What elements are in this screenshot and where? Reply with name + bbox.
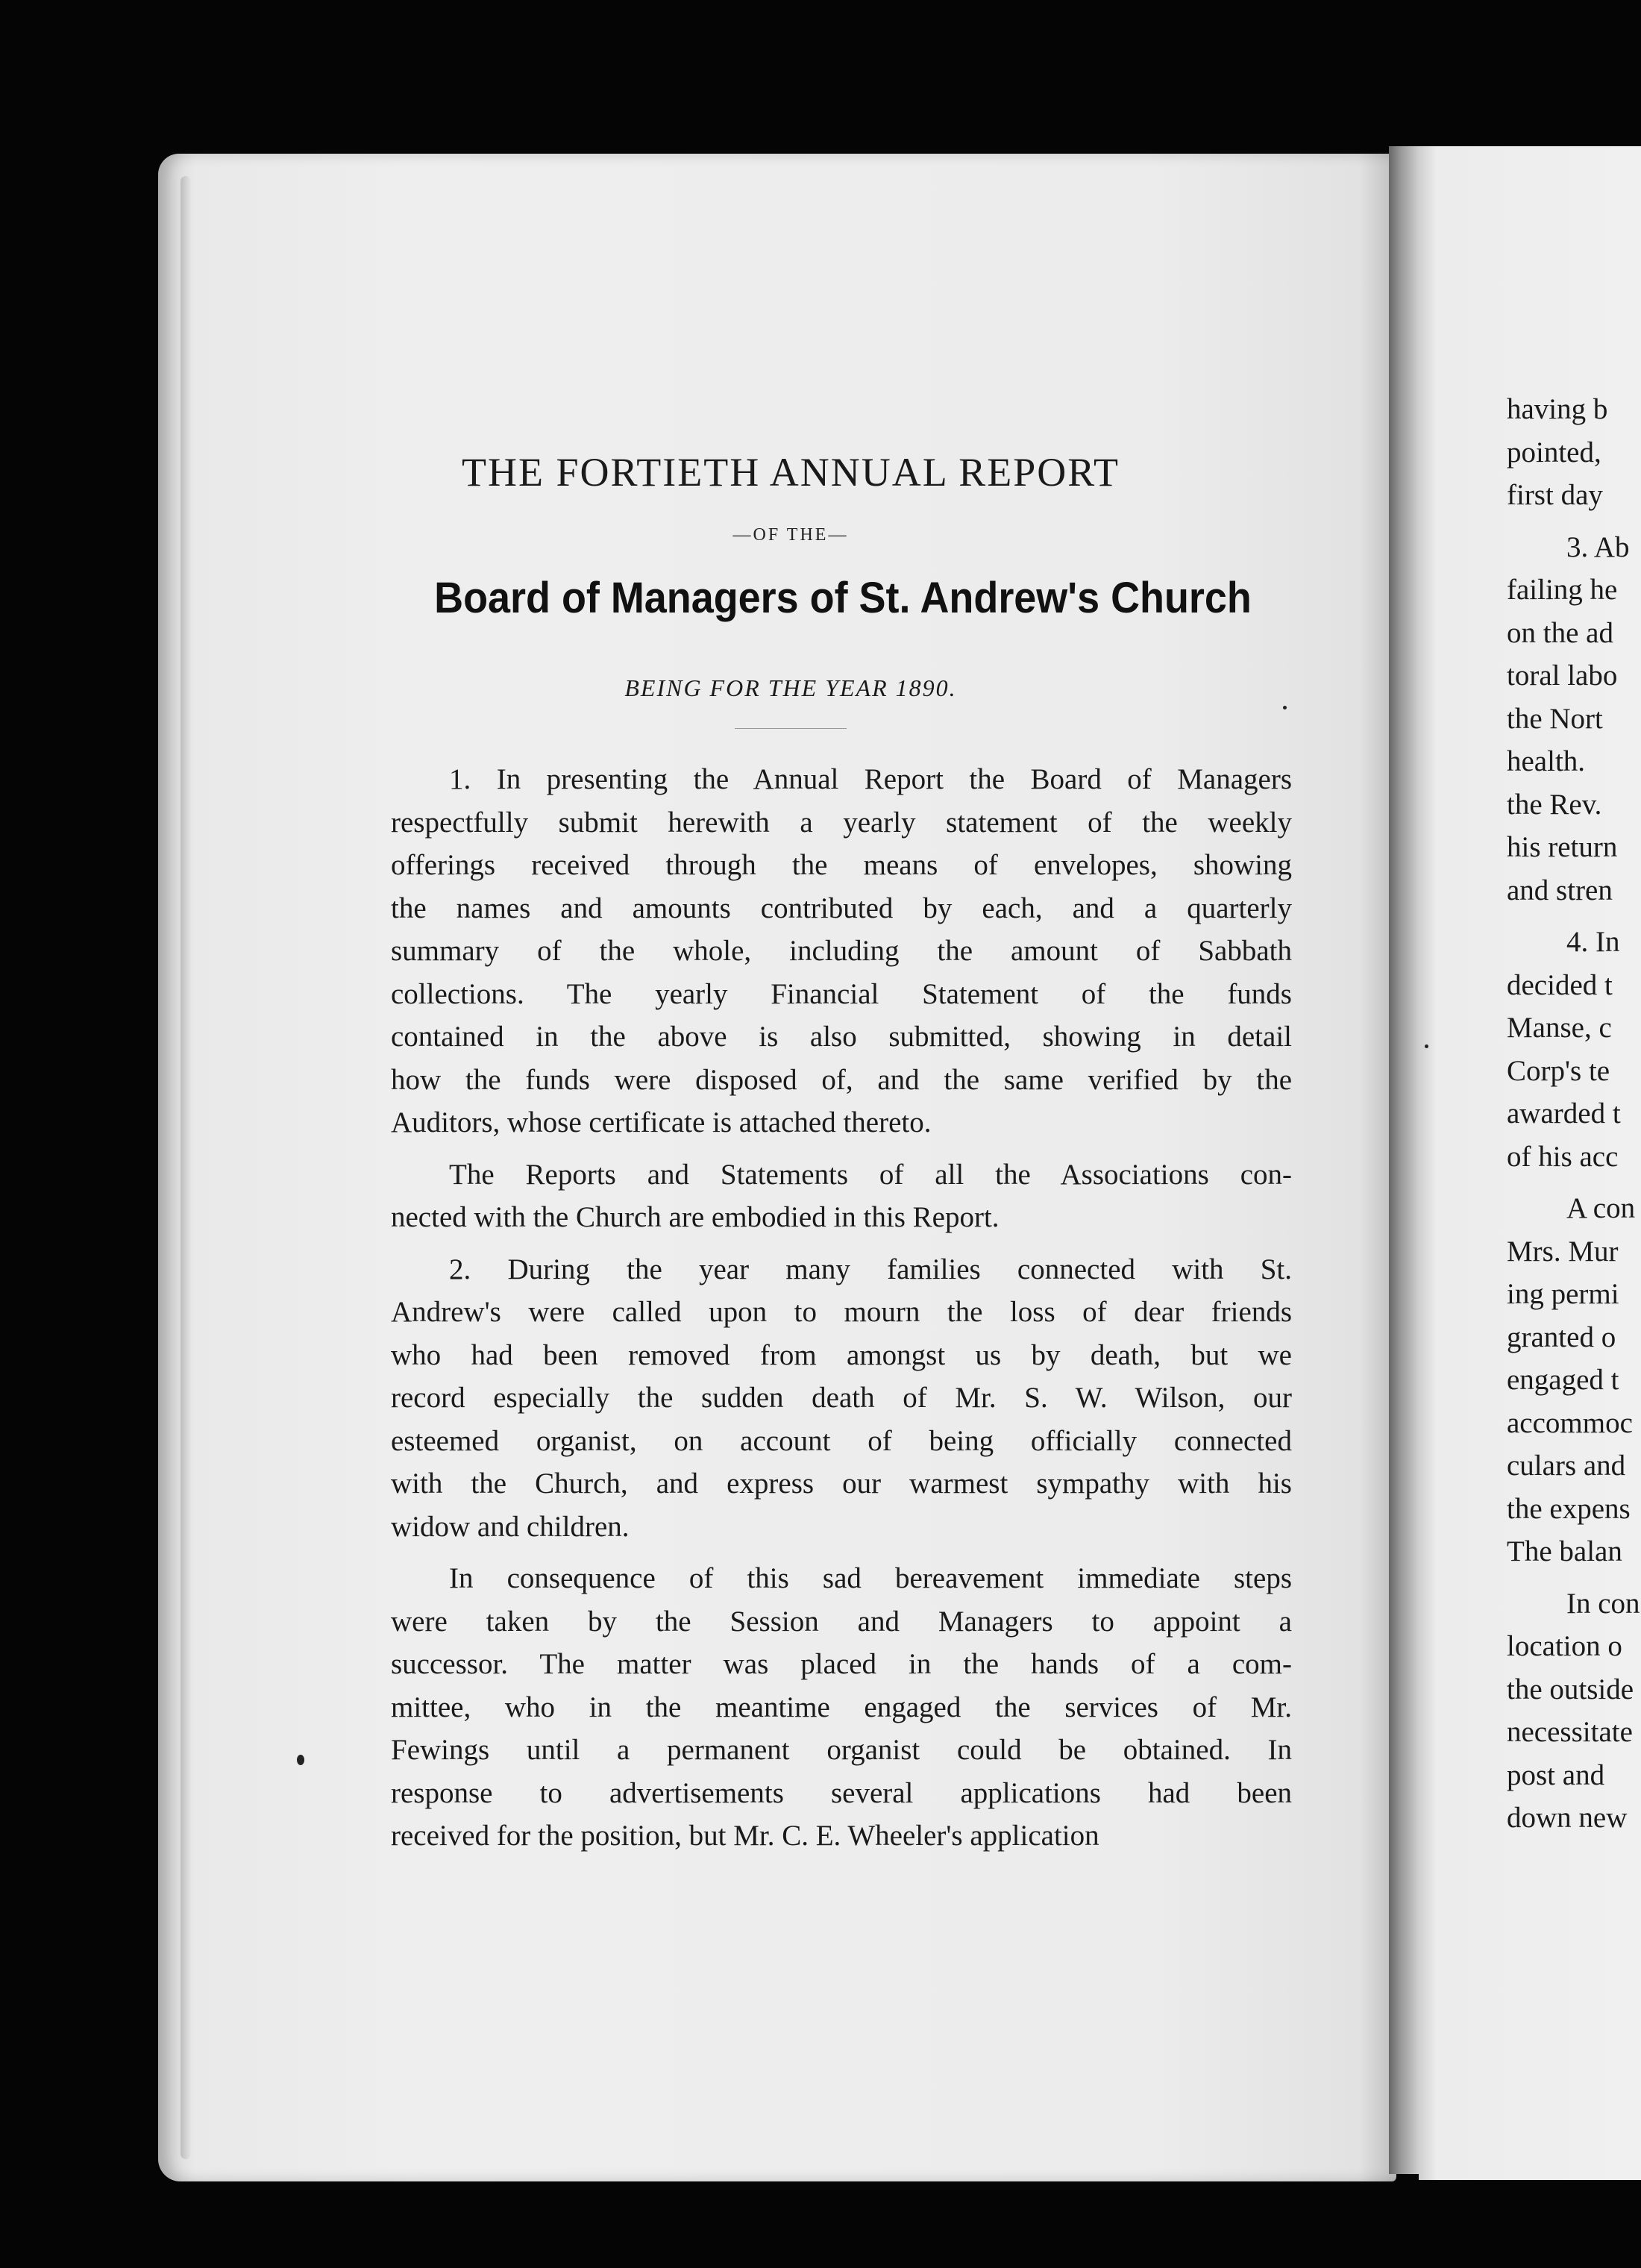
text-line: down new — [1507, 1802, 1628, 1834]
text-line: Andrew's were called upon to mourn the loss of dear friends — [391, 1296, 1292, 1328]
text-line: Corp's te — [1507, 1054, 1610, 1087]
text-line: ing permi — [1507, 1278, 1619, 1310]
text-line: A con — [1566, 1192, 1636, 1224]
text-line: first day — [1507, 479, 1603, 511]
divider-rule — [735, 728, 847, 729]
text-line: received for the position, but Mr. C. E. Wheeler's application — [391, 1820, 1099, 1852]
text-line: Fewings until a permanent organist could be obtained. In — [391, 1734, 1292, 1766]
paragraph — [391, 1153, 1292, 1239]
text-line: the Rev. — [1507, 788, 1602, 821]
text-line: offerings received through the means of envelopes, showing — [391, 849, 1292, 881]
text-line: culars and — [1507, 1450, 1626, 1482]
text-line: his return — [1507, 831, 1618, 863]
text-line: respectfully submit herewith a yearly statement of the weekly — [391, 806, 1292, 839]
text-line: who had been removed from amongst us by death, but we — [391, 1338, 1292, 1371]
of-the-line: —OF THE— — [732, 525, 849, 545]
text-line: necessitate — [1507, 1716, 1633, 1748]
text-line: the Nort — [1507, 702, 1603, 735]
text-line: esteemed organist, on account of being officially connected — [391, 1424, 1292, 1457]
text-line: health. — [1507, 745, 1586, 777]
text-line: with the Church, and express our warmest sympathy with his — [391, 1467, 1292, 1500]
text-line: post and — [1507, 1758, 1605, 1791]
text-line: accommoc — [1507, 1406, 1633, 1439]
text-line: the outside — [1507, 1673, 1634, 1705]
text-line: contained in the above is also submitted, showing in detail — [391, 1021, 1292, 1053]
text-line: summary of the whole, including the amount of Sabbath — [391, 935, 1292, 967]
text-line: The Reports and Statements of all the Associations con- — [449, 1158, 1292, 1191]
board-title: Board of Managers of St. Andrew's Church — [434, 574, 1252, 622]
text-line: nected with the Church are embodied in this Report. — [391, 1201, 1000, 1233]
text-line: location o — [1507, 1630, 1622, 1662]
text-line: The balan — [1507, 1535, 1622, 1567]
report-body — [391, 758, 1292, 1867]
text-line: widow and children. — [391, 1510, 630, 1543]
text-line: of his acc — [1507, 1140, 1619, 1173]
text-line: engaged t — [1507, 1364, 1619, 1396]
text-line: In con — [1566, 1587, 1640, 1620]
ink-speck — [297, 1755, 304, 1765]
text-line: toral labo — [1507, 660, 1618, 692]
text-line: on the ad — [1507, 616, 1613, 649]
text-line: Auditors, whose certificate is attached thereto. — [391, 1106, 932, 1138]
text-line: Mrs. Mur — [1507, 1235, 1619, 1268]
text-line: 3. Ab — [1566, 530, 1630, 563]
ink-speck — [1425, 1044, 1428, 1048]
text-line: 2. During the year many families connected with St. — [449, 1253, 1292, 1285]
text-line: the names and amounts contributed by each, and a quarterly — [391, 892, 1292, 924]
report-heading: THE FORTIETH ANNUAL REPORT — [462, 450, 1120, 495]
text-line: failing he — [1507, 574, 1618, 606]
year-line: BEING FOR THE YEAR 1890. — [624, 674, 957, 701]
text-line: Manse, c — [1507, 1012, 1612, 1044]
text-line: decided t — [1507, 968, 1613, 1001]
text-line: 4. In — [1566, 926, 1620, 958]
text-line: response to advertisements several applications had been — [391, 1776, 1292, 1809]
paragraph — [391, 758, 1292, 1144]
text-line: having b — [1507, 393, 1608, 425]
text-line: successor. The matter was placed in the hands of a com- — [391, 1648, 1292, 1680]
book-gutter — [1389, 146, 1419, 2174]
text-line: In consequence of this sad bereavement immediate steps — [449, 1562, 1292, 1594]
text-line: were taken by the Session and Managers to appoint a — [391, 1605, 1292, 1638]
paragraph — [391, 1248, 1292, 1549]
text-line: pointed, — [1507, 436, 1601, 469]
text-line: how the funds were disposed of, and the same verified by the — [391, 1063, 1292, 1096]
text-line: and stren — [1507, 874, 1613, 906]
paragraph — [391, 1557, 1292, 1858]
text-line: record especially the sudden death of Mr. S. W. Wilson, our — [391, 1382, 1292, 1414]
text-line: awarded t — [1507, 1097, 1621, 1130]
text-line: 1. In presenting the Annual Report the Board of Managers — [449, 763, 1292, 795]
text-line: collections. The yearly Financial Statement of the funds — [391, 977, 1292, 1010]
right-page-text — [1507, 388, 1641, 1840]
text-line: granted o — [1507, 1321, 1616, 1353]
ink-speck — [1283, 706, 1287, 709]
text-line: mittee, who in the meantime engaged the services of Mr. — [391, 1691, 1292, 1723]
text-line: the expens — [1507, 1492, 1631, 1525]
